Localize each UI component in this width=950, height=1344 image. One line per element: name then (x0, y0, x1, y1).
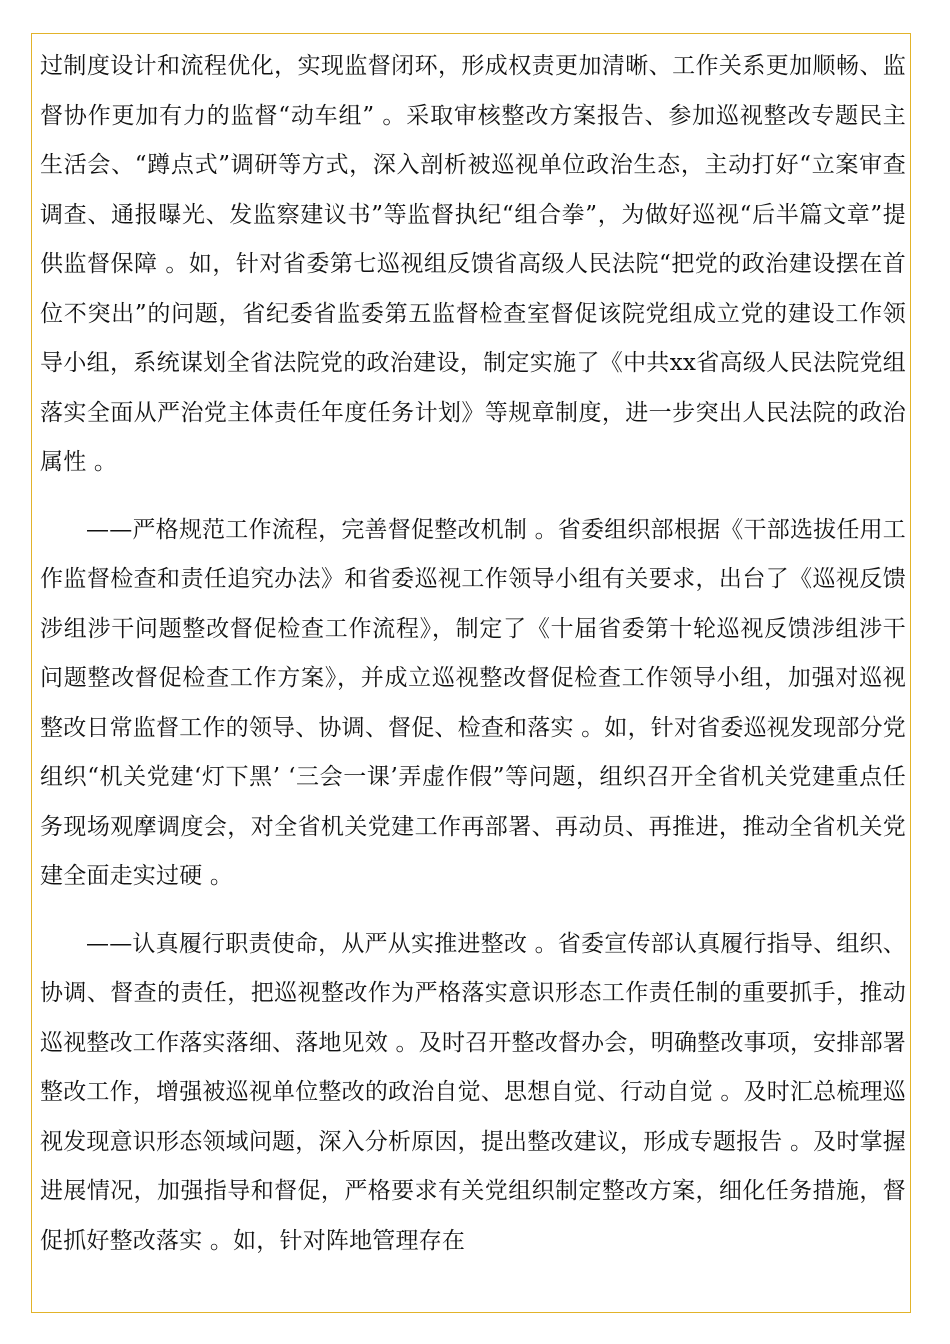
document-body (40, 42, 906, 1266)
paragraph-duty-rectification: ——认真履行职责使命，从严从实推进整改 。省委宣传部认真履行指导、组织、协调、督查的责任，把巡视整改作为严格落实意识形态工作责任制的重要抓手，推动巡视整改工作落实落细、落地见效 。及时召开整改督办会，明确整改事项，安排部署整改工作，增强被巡视单位整改的政治自觉、思想自觉、行动自觉 。及时汇总梳理巡视发现意识形态领域问题，深入分析原因，提出整改建议，形成专题报告 。及时掌握进展情况，加强指导和督促，严格要求有关党组织制定整改方案，细化任务措施，督促抓好整改落实 。如，针对阵地管理存在 (40, 930, 906, 1254)
paragraph-continued-supervision: 过制度设计和流程优化，实现监督闭环，形成权责更加清晰、工作关系更加顺畅、监督协作更加有力的监督“动车组” 。采取审核整改方案报告、参加巡视整改专题民主生活会、“蹲点式”调研等方式，深入剖析被巡视单位政治生态，主动打好“立案审查调查、通报曝光、发监察建议书”等监督执纪“组合拳”，为做好巡视“后半篇文章”提供监督保障 。如，针对省委第七巡视组反馈省高级人民法院“把党的政治建设摆在首位不突出”的问题，省纪委省监委第五监督检查室督促该院党组成立党的建设工作领导小组，系统谋划全省法院党的政治建设，制定实施了《中共xx省高级人民法院党组落实全面从严治党主体责任年度任务计划》等规章制度，进一步突出人民法院的政治属性 。 (40, 53, 906, 475)
paragraph-workflow-standards: ——严格规范工作流程，完善督促整改机制 。省委组织部根据《干部选拔任用工作监督检查和责任追究办法》和省委巡视工作领导小组有关要求，出台了《巡视反馈涉组涉干问题整改督促检查工作流程》，制定了《十届省委第十轮巡视反馈涉组涉干问题整改督促检查工作方案》，并成立巡视整改督促检查工作领导小组，加强对巡视整改日常监督工作的领导、协调、督促、检查和落实 。如，针对省委巡视发现部分党组织“机关党建‘灯下黑’ ‘三会一课’弄虚作假”等问题，组织召开全省机关党建重点任务现场观摩调度会，对全省机关党建工作再部署、再动员、再推进，推动全省机关党建全面走实过硬 。 (40, 516, 906, 889)
